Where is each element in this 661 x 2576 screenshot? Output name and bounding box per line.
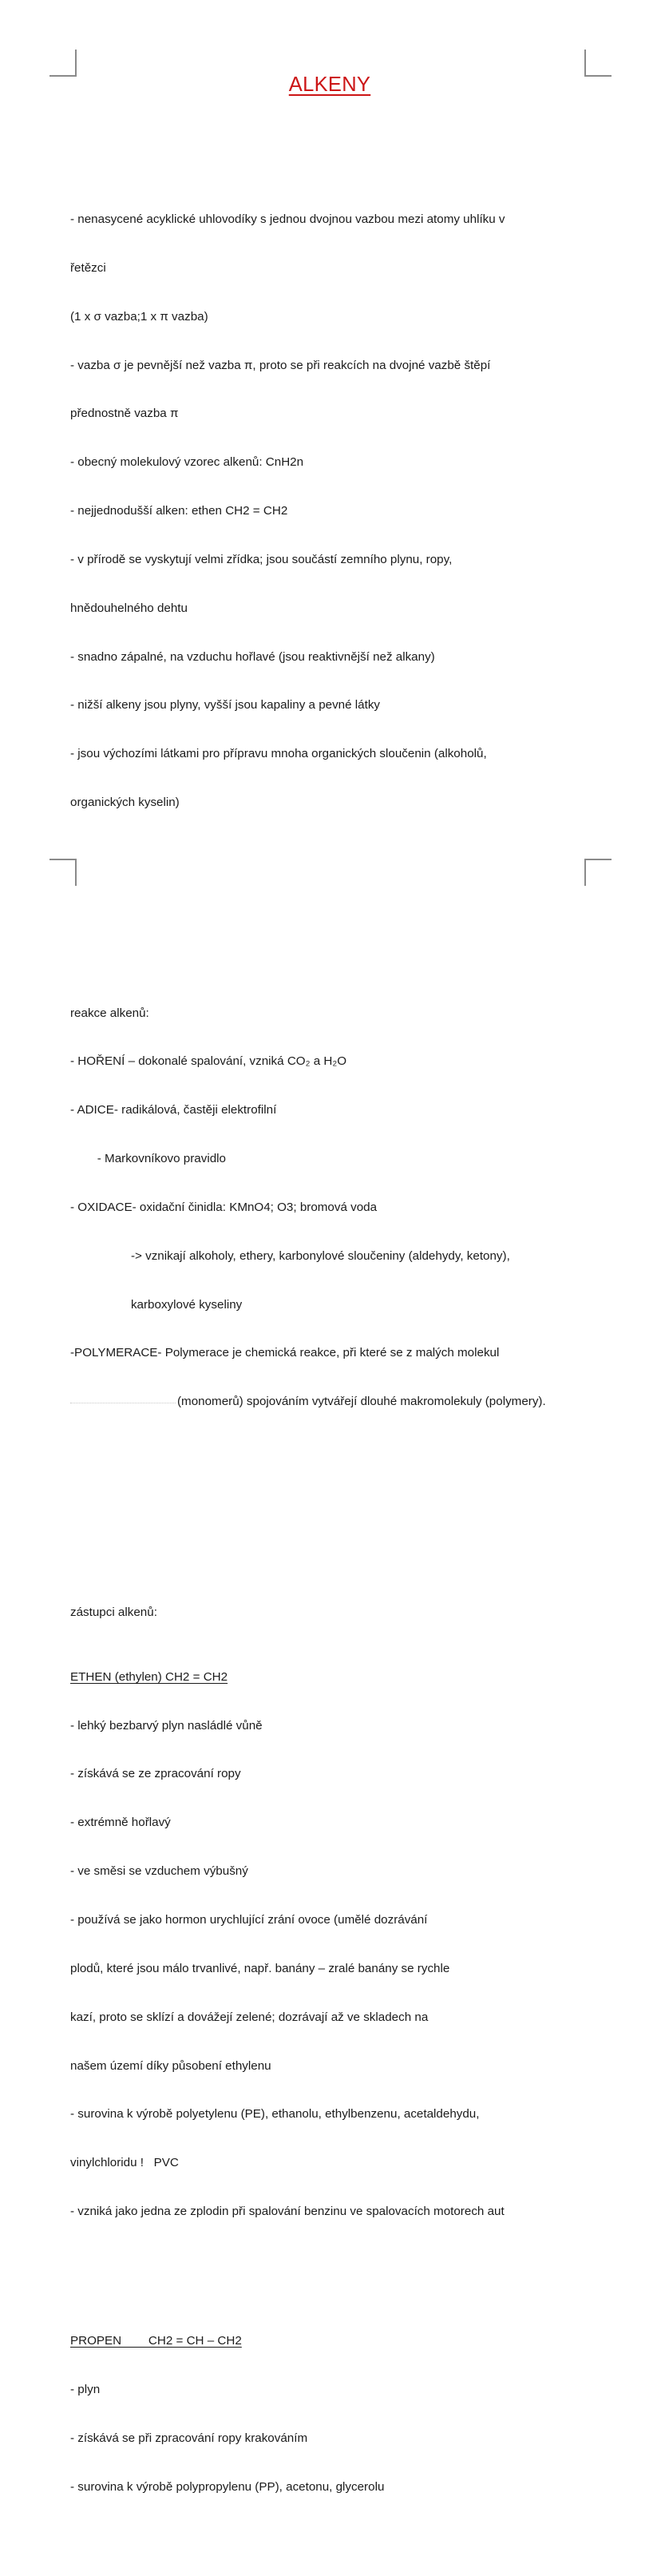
propen-line-3: - surovina k výrobě polypropylenu (PP), acetonu, glycerolu [70,2479,385,2494]
ethen-line-11: - vzniká jako jedna ze zplodin při spalování benzinu ve spalovacích motorech aut [70,2205,505,2219]
reaction-oxidace: - OXIDACE- oxidační činidla: KMnO4; O3; bromová voda [70,1200,378,1214]
ethen-line-10: vinylchloridu ! PVC [70,2156,179,2170]
spacer-2 [70,1491,589,1507]
representatives-heading: zástupci alkenů: [70,1605,157,1619]
reaction-polymerace-continuation: (monomerů) spojováním vytvářejí dlouhé makromolekuly (polymery). [177,1395,546,1409]
spacer-3 [70,2268,589,2284]
ethen-line-1: - lehký bezbarvý plyn nasládlé vůně [70,1718,263,1733]
intro-line-8: - v přírodě se vyskytují velmi zřídka; jsou součástí zemního plynu, ropy, [70,552,453,566]
ethen-line-9: - surovina k výrobě polyetylenu (PE), ethanolu, ethylbenzenu, acetaldehydu, [70,2107,480,2122]
ethen-line-7: kazí, proto se sklízí a dovážejí zelené; dozrávají až ve skladech na [70,2010,429,2024]
crop-mark-top-right-icon [584,50,612,77]
reaction-horeni: - HOŘENÍ – dokonalé spalování, vzniká CO₂ a H₂O [70,1054,347,1069]
intro-line-11: - nižší alkeny jsou plyny, vyšší jsou kapaliny a pevné látky [70,698,381,712]
ethen-line-3: - extrémně hořlavý [70,1816,171,1830]
ethen-line-2: - získává se ze zpracování ropy [70,1767,241,1781]
intro-line-2: řetězci [70,260,106,275]
intro-line-1: - nenasycené acyklické uhlovodíky s jednou dvojnou vazbou mezi atomy uhlíku v [70,212,505,226]
reaction-polymerace: -POLYMERACE- Polymerace je chemická reakce, při které se z malých molekul [70,1346,500,1360]
propen-line-1: - plyn [70,2382,101,2396]
ethen-subheading: ETHEN (ethylen) CH2 = CH2 [70,1669,228,1684]
intro-line-3: (1 x σ vazba;1 x π vazba) [70,309,208,323]
intro-line-7: - nejjednodušší alken: ethen CH2 = CH2 [70,504,288,518]
intro-line-4: - vazba σ je pevnější než vazba π, proto se při reakcích na dvojné vazbě štěpí [70,358,491,372]
ethen-line-6: plodů, které jsou málo trvanlivé, např. banány – zralé banány se rychle [70,1961,450,1975]
ethen-subheading-row [70,1669,589,1685]
page-title: ALKENY [288,73,371,96]
spacer-1 [70,892,589,908]
representatives-block [70,1572,589,2527]
reaction-markovnikov: - Markovníkovo pravidlo [70,1152,226,1166]
reaction-polymerace-continuation-row [70,1394,589,1410]
propen-subheading: PROPEN CH2 = CH – CH2 [70,2334,242,2348]
reaction-adice: - ADICE- radikálová, častěji elektrofilní [70,1103,277,1117]
intro-line-10: - snadno zápalné, na vzduchu hořlavé (jsou reaktivnější než alkany) [70,649,435,664]
intro-line-6: - obecný molekulový vzorec alkenů: CnH2n [70,455,304,470]
ethen-line-4: - ve směsi se vzduchem výbušný [70,1864,248,1879]
document-content [70,73,589,2576]
ethen-line-8: našem území díky působení ethylenu [70,2058,271,2073]
reactions-heading: reakce alkenů: [70,1006,149,1020]
intro-block [70,179,589,843]
intro-line-13: organických kyselin) [70,796,180,810]
reaction-oxidace-products-cont: karboxylové kyseliny [70,1297,243,1312]
intro-line-9: hnědouhelného dehtu [70,601,188,615]
reactions-block [70,973,589,1443]
document-body [70,114,589,2576]
propen-line-2: - získává se při zpracování ropy krakováním [70,2431,308,2445]
intro-line-12: - jsou výchozími látkami pro přípravu mnoha organických sloučenin (alkoholů, [70,747,487,761]
intro-line-5: přednostně vazba π [70,407,179,421]
crop-mark-top-left-icon [49,50,77,77]
reaction-oxidace-products: -> vznikají alkoholy, ethery, karbonylové sloučeniny (aldehydy, ketony), [70,1248,510,1263]
propen-subheading-row [70,2333,589,2349]
ethen-line-5: - používá se jako hormon urychlující zrání ovoce (umělé dozrávání [70,1912,428,1927]
